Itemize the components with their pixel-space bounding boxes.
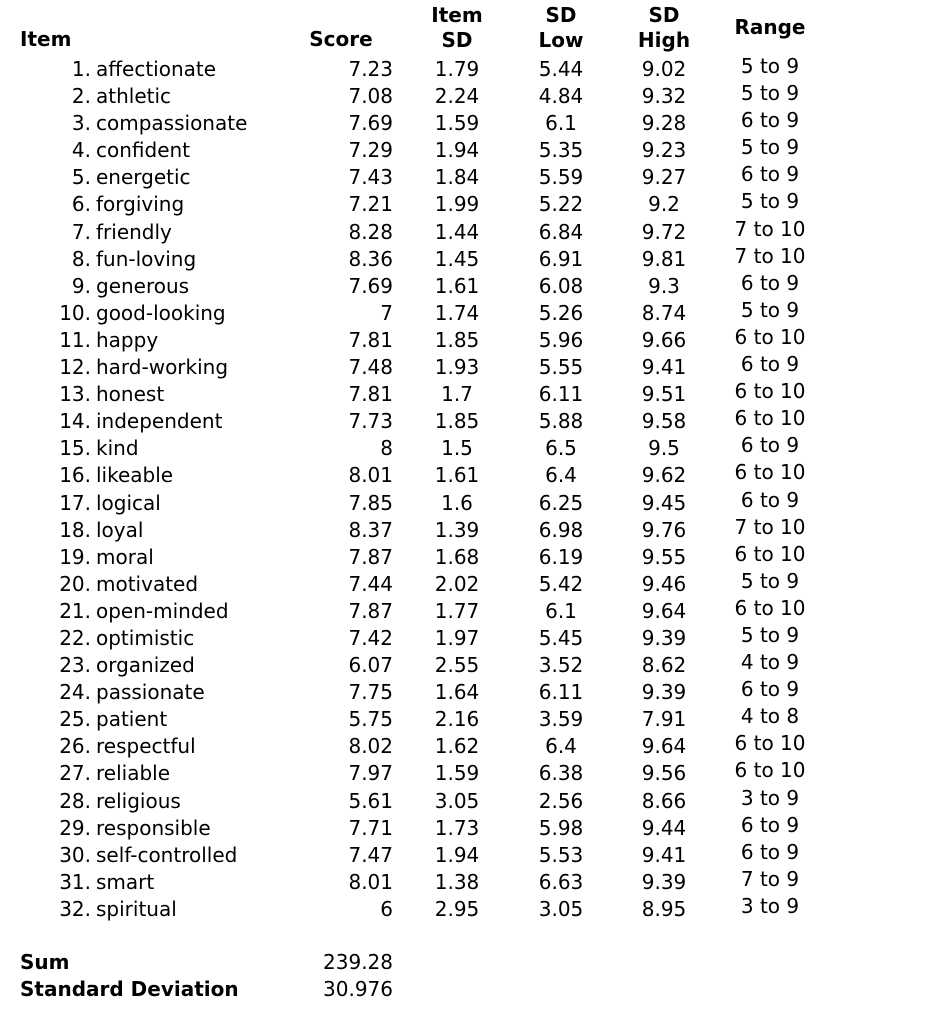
item-sd-high: 8.95 (641, 896, 687, 921)
item-score: 7.81 (348, 382, 393, 407)
item-sd-high: 9.39 (641, 680, 687, 705)
item-name: religious (96, 788, 181, 813)
table-row (0, 408, 926, 435)
item-range: 7 to 9 (740, 866, 800, 891)
header-item: Item (20, 27, 72, 51)
item-score: 8.28 (348, 219, 393, 244)
item-sd: 1.85 (434, 327, 480, 352)
item-range: 6 to 9 (740, 677, 800, 702)
item-sd-high: 9.02 (641, 57, 687, 81)
table-row (0, 622, 926, 652)
table-row (0, 216, 926, 246)
item-sd-low: 5.59 (538, 165, 584, 190)
item-score: 7.87 (348, 544, 393, 569)
item-range: 6 to 9 (740, 839, 800, 864)
item-name: respectful (96, 734, 196, 759)
item-number: 3. (71, 111, 91, 136)
item-number: 9. (71, 273, 91, 298)
item-sd: 1.61 (434, 463, 480, 488)
item-number: 13. (59, 382, 91, 407)
item-sd-low: 6.1 (545, 598, 577, 623)
table-row (0, 381, 926, 408)
item-sd-low: 6.08 (538, 273, 584, 298)
item-name: reliable (96, 761, 171, 786)
item-range: 5 to 9 (740, 54, 800, 78)
item-range: 5 to 9 (740, 622, 800, 647)
item-name: open-minded (96, 598, 229, 623)
item-name: energetic (96, 165, 191, 190)
item-range: 6 to 9 (740, 108, 800, 133)
item-name: smart (96, 869, 155, 894)
item-range: 3 to 9 (740, 785, 800, 810)
item-sd-low: 5.98 (538, 815, 584, 840)
item-sd-low: 2.56 (538, 788, 584, 813)
item-sd: 1.5 (441, 436, 473, 461)
item-range: 6 to 9 (740, 352, 800, 377)
table-row (0, 297, 926, 327)
item-range: 5 to 9 (740, 297, 800, 322)
item-number: 22. (59, 625, 91, 650)
item-number: 30. (59, 842, 91, 867)
item-range: 6 to 10 (734, 541, 806, 566)
item-score: 7.85 (348, 490, 393, 515)
table-row (0, 866, 926, 896)
item-score: 8.01 (348, 869, 393, 894)
item-number: 21. (59, 598, 91, 623)
item-range: 7 to 10 (734, 243, 806, 268)
item-score: 7.43 (348, 165, 393, 190)
item-range: 7 to 10 (734, 216, 806, 241)
table-row (0, 243, 926, 273)
item-sd-low: 6.38 (538, 761, 584, 786)
item-score: 7.44 (348, 571, 393, 596)
item-number: 6. (71, 192, 91, 217)
item-range: 6 to 9 (740, 487, 800, 512)
table-row (0, 595, 926, 625)
table-row (0, 83, 926, 110)
table-row (0, 568, 926, 598)
item-sd: 1.77 (434, 598, 480, 623)
item-score: 6.07 (348, 653, 393, 678)
item-score: 6 (380, 896, 393, 921)
item-sd-high: 9.28 (641, 111, 687, 136)
item-name: kind (96, 436, 139, 461)
item-score: 7.71 (348, 815, 393, 840)
item-sd: 1.45 (434, 246, 480, 271)
table-row (0, 541, 926, 571)
item-number: 5. (71, 165, 91, 190)
item-sd: 3.05 (434, 788, 480, 813)
item-sd-low: 5.45 (538, 625, 584, 650)
item-sd: 1.7 (441, 382, 473, 407)
table-row (0, 839, 926, 869)
item-name: patient (96, 707, 168, 732)
item-sd-high: 9.39 (641, 869, 687, 894)
item-score: 7 (380, 300, 393, 325)
item-range: 6 to 10 (734, 460, 806, 485)
item-range: 6 to 9 (740, 433, 800, 458)
item-sd-low: 5.44 (538, 57, 584, 81)
item-sd: 1.73 (434, 815, 480, 840)
item-sd-high: 8.62 (641, 653, 687, 678)
table-row (0, 487, 926, 517)
item-sd-low: 6.63 (538, 869, 584, 894)
item-name: moral (96, 544, 154, 569)
table-row (0, 164, 926, 191)
table-row (0, 324, 926, 354)
header-sd-high: SD High (637, 3, 691, 52)
item-number: 29. (59, 815, 91, 840)
table-row (0, 270, 926, 300)
standard-deviation-label: Standard Deviation (20, 977, 239, 1001)
item-number: 32. (59, 896, 91, 921)
item-range: 5 to 9 (740, 135, 800, 160)
item-range: 6 to 10 (734, 758, 806, 783)
item-sd: 1.44 (434, 219, 480, 244)
item-sd-low: 5.96 (538, 327, 584, 352)
item-number: 31. (59, 869, 91, 894)
item-sd: 1.38 (434, 869, 480, 894)
item-sd-high: 9.44 (641, 815, 687, 840)
item-sd: 1.97 (434, 625, 480, 650)
item-score: 8.37 (348, 517, 393, 542)
item-name: forgiving (96, 192, 185, 217)
table-row (0, 785, 926, 815)
item-score: 7.75 (348, 680, 393, 705)
item-sd: 1.99 (434, 192, 480, 217)
sum-value: 239.28 (323, 950, 393, 974)
item-name: self-controlled (96, 842, 238, 867)
item-number: 18. (59, 517, 91, 542)
item-number: 23. (59, 653, 91, 678)
item-sd: 2.02 (434, 571, 480, 596)
item-number: 12. (59, 355, 91, 380)
item-number: 26. (59, 734, 91, 759)
item-name: passionate (96, 680, 205, 705)
table-row (0, 514, 926, 544)
item-sd-high: 8.74 (641, 300, 687, 325)
item-sd-low: 5.55 (538, 355, 584, 380)
table-row (0, 462, 926, 489)
item-number: 15. (59, 436, 91, 461)
item-sd: 1.61 (434, 273, 480, 298)
item-sd: 2.24 (434, 84, 480, 109)
item-sd-low: 6.11 (538, 680, 584, 705)
item-sd-low: 6.11 (538, 382, 584, 407)
table-row (0, 760, 926, 787)
item-sd: 1.68 (434, 544, 480, 569)
item-sd: 1.94 (434, 138, 480, 163)
item-sd-high: 9.5 (648, 436, 680, 461)
item-sd: 1.84 (434, 165, 480, 190)
item-range: 6 to 9 (740, 812, 800, 837)
item-range: 6 to 10 (734, 406, 806, 431)
table-row (0, 137, 926, 164)
table-row (0, 652, 926, 679)
items-table (0, 56, 926, 923)
item-sd-high: 9.27 (641, 165, 687, 190)
item-sd: 1.85 (434, 409, 480, 434)
item-range: 6 to 9 (740, 270, 800, 295)
item-name: happy (96, 327, 159, 352)
item-sd-high: 9.76 (641, 517, 687, 542)
item-score: 7.29 (348, 138, 393, 163)
table-row (0, 733, 926, 760)
standard-deviation-value: 30.976 (323, 977, 393, 1001)
item-name: loyal (96, 517, 144, 542)
item-sd-high: 9.72 (641, 219, 687, 244)
item-sd-low: 4.84 (538, 84, 584, 109)
item-range: 4 to 9 (740, 650, 800, 675)
item-sd-high: 9.41 (641, 355, 687, 380)
item-sd: 1.93 (434, 355, 480, 380)
item-number: 7. (71, 219, 91, 244)
item-sd-high: 9.2 (648, 192, 680, 217)
item-range: 6 to 10 (734, 379, 806, 404)
item-number: 20. (59, 571, 91, 596)
item-number: 25. (59, 707, 91, 732)
item-name: motivated (96, 571, 199, 596)
item-range: 5 to 9 (740, 189, 800, 214)
table-row (0, 812, 926, 842)
item-score: 7.23 (348, 57, 393, 81)
item-sd-high: 9.58 (641, 409, 687, 434)
table-row (0, 679, 926, 706)
item-sd: 1.94 (434, 842, 480, 867)
item-sd-low: 6.19 (538, 544, 584, 569)
item-score: 8.02 (348, 734, 393, 759)
item-sd-low: 6.84 (538, 219, 584, 244)
item-sd-high: 9.81 (641, 246, 687, 271)
item-sd-low: 6.98 (538, 517, 584, 542)
item-score: 7.69 (348, 111, 393, 136)
item-score: 7.73 (348, 409, 393, 434)
item-sd-high: 9.55 (641, 544, 687, 569)
item-sd-low: 6.25 (538, 490, 584, 515)
item-score: 5.61 (348, 788, 393, 813)
item-sd: 1.59 (434, 111, 480, 136)
item-sd-high: 9.56 (641, 761, 687, 786)
item-sd: 1.62 (434, 734, 480, 759)
item-sd-high: 9.62 (641, 463, 687, 488)
item-sd-high: 9.51 (641, 382, 687, 407)
item-name: honest (96, 382, 165, 407)
item-sd-high: 9.66 (641, 327, 687, 352)
item-score: 7.81 (348, 327, 393, 352)
item-name: logical (96, 490, 161, 515)
item-number: 1. (71, 57, 91, 81)
item-sd: 1.39 (434, 517, 480, 542)
item-score: 7.48 (348, 355, 393, 380)
item-name: fun-loving (96, 246, 197, 271)
item-name: generous (96, 273, 190, 298)
item-range: 6 to 10 (734, 731, 806, 756)
item-name: friendly (96, 219, 172, 244)
item-sd-high: 7.91 (641, 707, 687, 732)
item-sd-low: 6.4 (545, 463, 577, 488)
item-score: 5.75 (348, 707, 393, 732)
item-range: 4 to 8 (740, 704, 800, 729)
item-sd-low: 5.53 (538, 842, 584, 867)
item-sd: 2.16 (434, 707, 480, 732)
item-number: 2. (71, 84, 91, 109)
item-sd-high: 9.32 (641, 84, 687, 109)
table-row (0, 110, 926, 137)
item-sd-low: 5.35 (538, 138, 584, 163)
item-name: confident (96, 138, 191, 163)
item-sd-low: 3.52 (538, 653, 584, 678)
item-range: 5 to 9 (740, 81, 800, 106)
item-sd-low: 5.22 (538, 192, 584, 217)
item-score: 8.36 (348, 246, 393, 271)
item-sd-high: 9.64 (641, 598, 687, 623)
item-number: 28. (59, 788, 91, 813)
table-row (0, 893, 926, 923)
item-number: 24. (59, 680, 91, 705)
table-row (0, 191, 926, 218)
item-name: good-looking (96, 300, 226, 325)
item-sd-high: 9.23 (641, 138, 687, 163)
item-sd-high: 9.39 (641, 625, 687, 650)
item-sd-high: 9.64 (641, 734, 687, 759)
item-sd-low: 5.26 (538, 300, 584, 325)
table-row (0, 435, 926, 462)
item-range: 6 to 10 (734, 324, 806, 349)
header-range: Range (734, 15, 806, 39)
item-name: affectionate (96, 57, 217, 81)
item-score: 7.97 (348, 761, 393, 786)
item-sd: 1.59 (434, 761, 480, 786)
item-sd-low: 5.88 (538, 409, 584, 434)
item-sd: 1.6 (441, 490, 473, 515)
item-name: organized (96, 653, 195, 678)
item-number: 16. (59, 463, 91, 488)
header-sd-low: SD Low (538, 3, 584, 52)
item-score: 7.42 (348, 625, 393, 650)
item-score: 8.01 (348, 463, 393, 488)
item-number: 17. (59, 490, 91, 515)
item-sd-high: 9.41 (641, 842, 687, 867)
item-number: 19. (59, 544, 91, 569)
item-number: 8. (71, 246, 91, 271)
item-name: responsible (96, 815, 211, 840)
header-item-sd: Item SD (431, 3, 483, 52)
item-sd: 2.95 (434, 896, 480, 921)
item-sd-low: 6.4 (545, 734, 577, 759)
item-number: 10. (59, 300, 91, 325)
item-sd-low: 3.59 (538, 707, 584, 732)
item-name: compassionate (96, 111, 248, 136)
item-sd-high: 9.46 (641, 571, 687, 596)
item-range: 6 to 9 (740, 162, 800, 187)
item-sd: 1.64 (434, 680, 480, 705)
item-name: hard-working (96, 355, 229, 380)
item-name: optimistic (96, 625, 195, 650)
table-row (0, 56, 926, 83)
item-sd-low: 6.1 (545, 111, 577, 136)
item-name: independent (96, 409, 223, 434)
sum-label: Sum (20, 950, 70, 974)
table-row (0, 354, 926, 381)
table-row (0, 706, 926, 733)
item-sd-low: 6.91 (538, 246, 584, 271)
item-sd-high: 8.66 (641, 788, 687, 813)
item-sd: 2.55 (434, 653, 480, 678)
item-number: 14. (59, 409, 91, 434)
item-range: 6 to 10 (734, 595, 806, 620)
item-name: likeable (96, 463, 174, 488)
item-sd-low: 6.5 (545, 436, 577, 461)
item-range: 7 to 10 (734, 514, 806, 539)
item-sd-low: 5.42 (538, 571, 584, 596)
header-score: Score (309, 27, 373, 51)
item-score: 7.69 (348, 273, 393, 298)
item-score: 7.87 (348, 598, 393, 623)
item-sd-low: 3.05 (538, 896, 584, 921)
item-score: 7.21 (348, 192, 393, 217)
item-number: 4. (71, 138, 91, 163)
item-score: 8 (380, 436, 393, 461)
item-score: 7.47 (348, 842, 393, 867)
item-sd-high: 9.3 (648, 273, 680, 298)
item-number: 11. (59, 327, 91, 352)
item-range: 5 to 9 (740, 568, 800, 593)
item-range: 3 to 9 (740, 893, 800, 918)
item-name: spiritual (96, 896, 177, 921)
item-sd-high: 9.45 (641, 490, 687, 515)
item-name: athletic (96, 84, 172, 109)
item-sd: 1.79 (434, 57, 480, 81)
item-sd: 1.74 (434, 300, 480, 325)
item-score: 7.08 (348, 84, 393, 109)
item-number: 27. (59, 761, 91, 786)
